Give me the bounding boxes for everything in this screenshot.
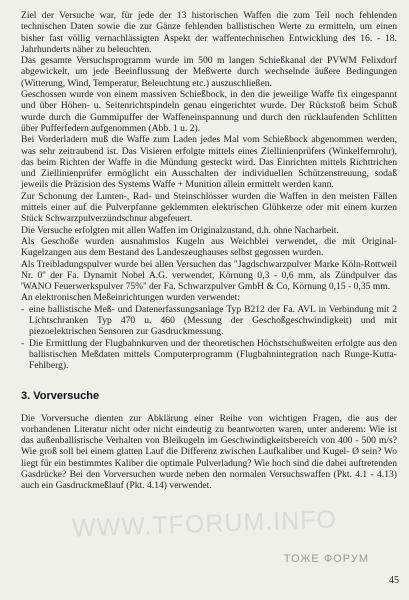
paragraph-loading: Bei Vorderladern muß die Waffe zum Laden jedes Mal vom Schießbock abgenommen werden, was sehr zeitraubend ist. Das Visieren erfolgte mittels eines Ziellinienprüfers (Winkelfernrohr), das beim Richten der Waffe in die Mündung gesteckt wird. Das Einrichten mittels Richttrichen und Ziellinienprüfer ermöglicht ein Ausschalten der individuellen Schützenstreuung, sodaß jeweils die Präzision des Systems Waffe + Munition allein ermittelt werden kann.: [21, 134, 397, 191]
paragraph-program: Das gesamte Versuchsprogramm wurde im 500 m langen Schießkanal der PVWM Felixdorf abgewickelt, um jede Beeinflussung der Meßwerte durch wechselnde äußere Bedingungen (Witterung, Wind, Temperatur, Beleuchtung etc.) auszuschließen.: [21, 55, 397, 89]
paragraph-powder: Als Treibladungspulver wurde bei allen Versuchen das "Jagdschwarzpulver Marke Köln-Rottweil Nr. 0'' der Fa. Dynamit Nobel A.G. verwendet, Körnung 0,3 - 0,6 mm, als Zündpulver das 'WANO Feuerwerkspulver 75%'' der Fa. Schwarzpulver GmbH & Co, Körnung 0,15 - 0,35 mm.: [21, 258, 397, 293]
page-number: 45: [389, 575, 399, 586]
paragraph-projectiles: Als Geschoße wurden ausnahmslos Kugeln aus Weichblei verwendet, die mit Original-Kugelzangen aus dem Bestand des Landeszeughauses selbst gegossen wurden.: [21, 235, 397, 259]
section-heading: 3. Vorversuche: [21, 389, 100, 402]
equipment-list: [21, 304, 397, 372]
paragraph-equipment-intro: An elektronischen Meßeinrichtungen wurden verwendet:: [21, 292, 240, 304]
watermark-sub: ТОЖЕ ФОРУМ: [283, 553, 369, 565]
list-item: - Die Ermittlung der Flugbahnkurven und der theoretischen Höchstschußweiten erfolgte aus den ballistischen Meßdaten mittels Computerprogramm (Flugbahnintegration nach Runge-Kutta-Fehlberg).: [21, 338, 397, 372]
page-content: [21, 10, 397, 590]
list-item: - eine ballistische Meß- und Datenerfassungsanlage Typ B212 der Fa. AVL in Verbindung mit 2 Lichtschranken Typ 470 u. 460 (Messung der Geschoßgeschwindigkeit) und mit piezoelektrischen Sensoren zur Gasdruckmessung.: [21, 304, 397, 338]
paragraph-original-state: Die Versuche erfolgten mit allen Waffen im Originalzustand, d.h. ohne Nacharbeit.: [21, 224, 339, 236]
paragraph-ignition: Zur Schonung der Lunten-, Rad- und Steinschlösser wurden die Waffen in den meisten Fällen mittels einer auf die Pulverpfanne geklemmten elektrischen Glühkerze oder mit einem kurzen Stück Schwarzpulverzündschnur abgefeuert.: [21, 190, 397, 225]
paragraph-goal: Ziel der Versuche war, für jede der 13 historischen Waffen die zum Teil noch fehlenden technischen Daten sowie die zur Gänze fehlenden ballistischen Werte zu ermitteln, um einen bisher fast völlig vernachlässigten Aspekt der waffentechnischen Entwicklung des 16. - 18. Jahrhunderts näher zu beleuchten.: [21, 10, 397, 55]
paragraph-mount: Geschossen wurde von einem massiven Schießbock, in den die jeweilige Waffe fix eingespannt und über Höhen- u. Seitenrichtspindeln genau eingerichtet wurde. Der Rückstoß beim Schuß wurde durch die Gummipuffer der Waffeneinspannung und durch den rücklaufenden Schlitten über Pufferfedern aufgenommen (Abb. 1 u. 2).: [21, 89, 397, 134]
paragraph-preliminary-tests: Die Vorversuche dienten zur Abklärung einer Reihe von wichtigen Fragen, die aus der vorhandenen Literatur nicht oder nicht eindeutig zu beantworten waren, unter anderem: Wie ist das außenballistische Verhalten von Bleikugeln im Geschwindigkeitsbereich von 400 - 500 m/s? Wie groß soll bei einem glatten Lauf die Differenz zwischen Laufkaliber und Kugel- Ø sein? Wo liegt für ein bestimmtes Kaliber die optimale Pulverladung? Wie hoch sind die dabei auftretenden Gasdrücke? Bei den Vorversuchen wurde neben den normalen Versuchswaffen (Pkt. 4.1 - 4.13) auch ein Gasdruckmeßlauf (Pkt. 4.14) verwendet.: [21, 412, 397, 492]
watermark: WWW.TFORUM.INFO: [71, 505, 338, 543]
